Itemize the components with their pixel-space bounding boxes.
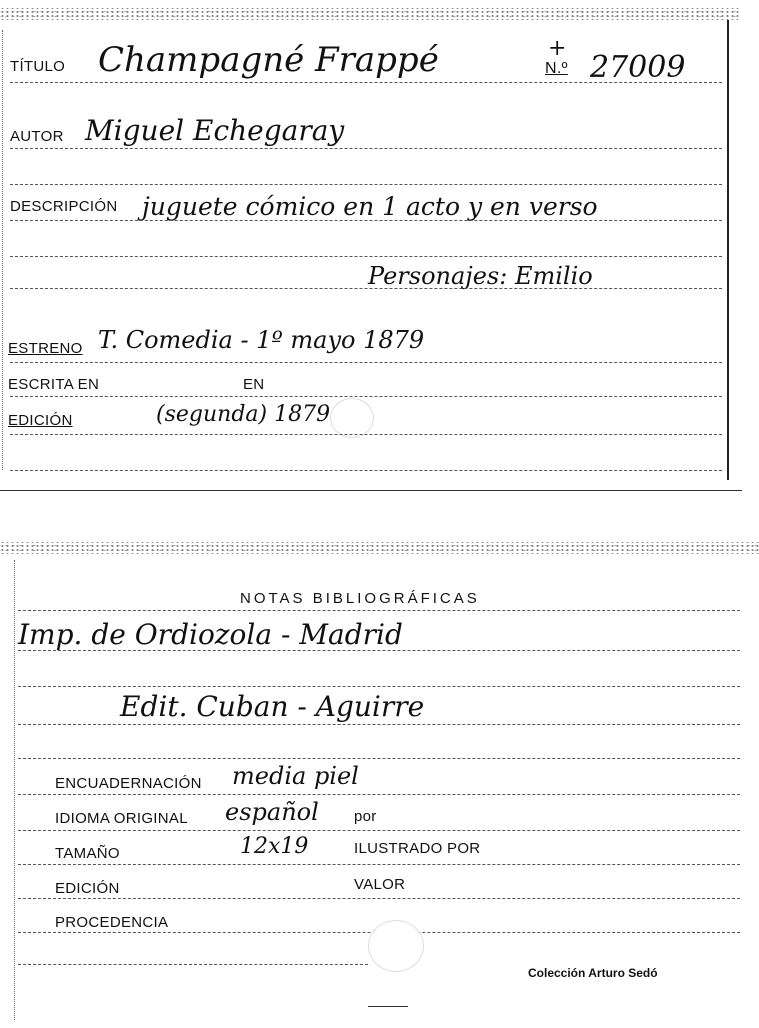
notas-heading: NOTAS BIBLIOGRÁFICAS xyxy=(240,590,480,607)
tamano-value: 12x19 xyxy=(240,834,309,859)
tamano-label: TAMAÑO xyxy=(55,845,120,862)
en-label: EN xyxy=(243,376,265,393)
rule xyxy=(18,864,740,865)
card-right-edge xyxy=(727,20,729,480)
descripcion-value: juguete cómico en 1 acto y en verso xyxy=(142,192,598,221)
rule xyxy=(18,724,740,725)
smudge xyxy=(368,920,424,972)
procedencia-label: PROCEDENCIA xyxy=(55,914,169,931)
rule xyxy=(18,898,740,899)
editor-value: Edit. Cuban - Aguirre xyxy=(120,690,425,723)
valor-label: VALOR xyxy=(354,876,406,893)
rule xyxy=(10,256,722,257)
autor-value: Miguel Echegaray xyxy=(85,114,345,147)
edicion-value: (segunda) 1879 xyxy=(156,402,331,427)
ilustrado-label: ILUSTRADO POR xyxy=(354,840,481,857)
estreno-value: T. Comedia - 1º mayo 1879 xyxy=(98,326,425,354)
edicion-label: EDICIÓN xyxy=(8,412,73,429)
rule xyxy=(10,288,722,289)
rule xyxy=(18,794,740,795)
descripcion-label: DESCRIPCIÓN xyxy=(10,198,118,215)
card-bottom-edge-speckle xyxy=(0,542,759,554)
rule xyxy=(18,830,740,831)
rule xyxy=(10,434,722,435)
rule xyxy=(18,758,740,759)
rule xyxy=(10,220,722,221)
numero-value: 27009 xyxy=(590,50,686,85)
autor-label: AUTOR xyxy=(10,128,64,145)
rule xyxy=(18,610,740,611)
rule xyxy=(10,396,722,397)
catalog-card-top xyxy=(0,0,759,495)
numero-label: N.º xyxy=(545,60,568,77)
rule xyxy=(368,1006,408,1007)
rule xyxy=(10,470,722,471)
escrita-en-label: ESCRITA EN xyxy=(8,376,100,393)
rule xyxy=(10,148,722,149)
catalog-card-bottom xyxy=(0,540,759,1028)
card-top-edge-speckle xyxy=(0,8,739,20)
por-label: por xyxy=(354,808,377,825)
smudge xyxy=(330,398,374,438)
idioma-value: español xyxy=(225,798,319,826)
rule xyxy=(10,184,722,185)
coleccion-footer: Colección Arturo Sedó xyxy=(528,966,658,980)
imprenta-value: Imp. de Ordiozola - Madrid xyxy=(18,618,403,651)
encuadernacion-label: ENCUADERNACIÓN xyxy=(55,775,202,792)
rule xyxy=(10,82,722,83)
titulo-value: Champagné Frappé xyxy=(98,40,439,80)
encuadernacion-value: media piel xyxy=(232,762,359,790)
rule xyxy=(10,362,722,363)
idioma-label: IDIOMA ORIGINAL xyxy=(55,810,188,827)
edicion-label-bottom: EDICIÓN xyxy=(55,880,120,897)
card-left-edge xyxy=(2,30,4,470)
rule xyxy=(18,686,740,687)
cut-line xyxy=(0,490,742,491)
rule xyxy=(18,964,368,965)
titulo-label: TÍTULO xyxy=(10,58,66,75)
rule xyxy=(18,650,740,651)
estreno-label: ESTRENO xyxy=(8,340,83,357)
personajes-value: Personajes: Emilio xyxy=(368,262,593,290)
cross-mark: + xyxy=(548,36,567,61)
card-left-edge xyxy=(14,560,16,1020)
